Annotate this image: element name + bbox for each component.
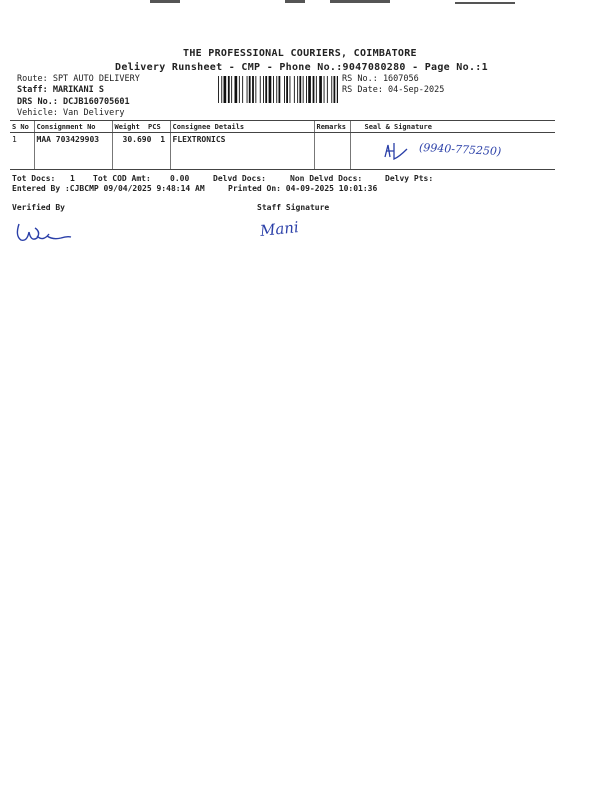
delvy-pts-label: Delvy Pts: xyxy=(385,174,434,183)
entered-by: Entered By :CJBCMP 09/04/2025 9:48:14 AM xyxy=(12,184,205,193)
scan-artifact xyxy=(150,0,180,3)
non-delvd-docs-label: Non Delvd Docs: xyxy=(290,174,363,183)
route-text: Route: SPT AUTO DELIVERY xyxy=(17,74,140,84)
col-remarks-header: Remarks xyxy=(314,121,350,133)
col-weight-pcs-header xyxy=(112,121,170,133)
table-header-row xyxy=(10,121,555,133)
runsheet-subtitle: Delivery Runsheet - CMP - Phone No.:9047080280 - Page No.:1 xyxy=(115,62,488,73)
rs-number: RS No.: 1607056 xyxy=(342,74,419,84)
printed-on: Printed On: 04-09-2025 10:01:36 xyxy=(228,184,378,193)
table-row xyxy=(10,133,555,170)
row-weight-pcs xyxy=(112,133,170,170)
tot-docs-value: 1 xyxy=(70,174,75,183)
scan-artifact xyxy=(455,2,515,4)
scan-artifact xyxy=(285,0,305,3)
handwritten-signature-mark xyxy=(379,139,419,165)
staff-signature-label: Staff Signature xyxy=(257,203,330,212)
col-sno-header: S No xyxy=(10,121,34,133)
staff-handwritten-signature: Mani xyxy=(259,218,300,240)
staff-text: Staff: MARIKANI S xyxy=(17,85,104,95)
tot-docs-label: Tot Docs: xyxy=(12,174,56,183)
rs-date: RS Date: 04-Sep-2025 xyxy=(342,85,445,95)
vehicle-text: Vehicle: Van Delivery xyxy=(17,108,125,118)
tot-cod-label: Tot COD Amt: xyxy=(93,174,151,183)
verified-by-signature xyxy=(13,218,73,248)
scan-artifact xyxy=(330,0,390,3)
row-pcs: 1 xyxy=(160,135,166,144)
row-consignee: FLEXTRONICS xyxy=(170,133,314,170)
tot-cod-value: 0.00 xyxy=(170,174,190,183)
drs-number: DRS No.: DCJB160705601 xyxy=(17,97,130,107)
col-seal-header: Seal & Signature xyxy=(350,121,555,133)
barcode xyxy=(218,76,338,103)
row-remarks xyxy=(314,133,350,170)
row-consignment: MAA 703429903 xyxy=(34,133,112,170)
col-consignment-header: Consignment No xyxy=(34,121,112,133)
row-sno: 1 xyxy=(10,133,34,170)
company-name: THE PROFESSIONAL COURIERS, COIMBATORE xyxy=(183,48,417,59)
delvd-docs-label: Delvd Docs: xyxy=(213,174,266,183)
col-pcs-header: PCS xyxy=(148,122,161,131)
col-weight-header: Weight xyxy=(114,122,140,131)
verified-by-label: Verified By xyxy=(12,203,65,212)
runsheet-table xyxy=(10,120,555,170)
row-weight: 30.690 xyxy=(122,135,152,144)
handwritten-phone: (9940-775250) xyxy=(418,140,502,159)
row-seal-signature xyxy=(350,133,555,170)
col-consignee-header: Consignee Details xyxy=(170,121,314,133)
